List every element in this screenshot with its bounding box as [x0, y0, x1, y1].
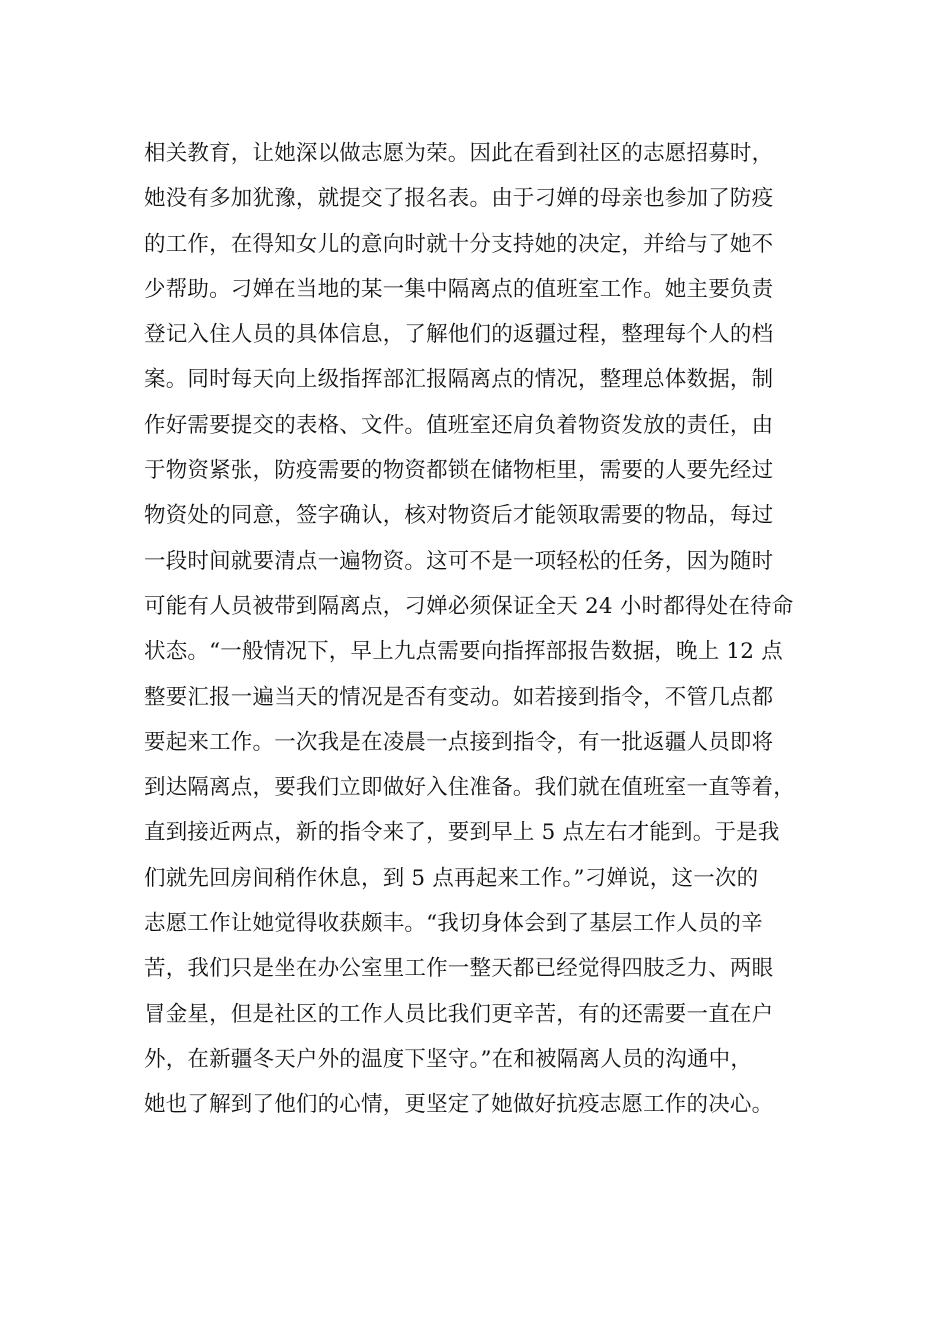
text-line: 一段时间就要清点一遍物资。这可不是一项轻松的任务，因为随时 [144, 548, 774, 574]
text-line: 她没有多加犹豫，就提交了报名表。由于刁婵的母亲也参加了防疫 [144, 186, 774, 212]
text-line: 的工作，在得知女儿的意向时就十分支持她的决定，并给与了她不 [144, 231, 774, 257]
text-line: 到达隔离点，要我们立即做好入住准备。我们就在值班室一直等着， [144, 775, 796, 801]
text-line: 相关教育，让她深以做志愿为荣。因此在看到社区的志愿招募时， [144, 141, 774, 166]
body-text [144, 131, 844, 1128]
text-line: 直到接近两点，新的指令来了，要到早上 5 点左右才能到。于是我 [144, 820, 780, 846]
text-line: 整要汇报一遍当天的情况是否有变动。如若接到指令，不管几点都 [144, 684, 774, 710]
text-line: 于物资紧张，防疫需要的物资都锁在储物柜里，需要的人要先经过 [144, 458, 774, 484]
text-line: 志愿工作让她觉得收获颇丰。“我切身体会到了基层工作人员的辛 [144, 911, 763, 937]
text-line: 外，在新疆冬天户外的温度下坚守。”在和被隔离人员的沟通中， [144, 1046, 753, 1072]
text-line: 冒金星，但是社区的工作人员比我们更辛苦，有的还需要一直在户 [144, 1001, 774, 1027]
text-line: 们就先回房间稍作休息，到 5 点再起来工作。”刁婵说，这一次的 [144, 865, 759, 891]
text-line: 登记入住人员的具体信息，了解他们的返疆过程，整理每个人的档 [144, 322, 774, 348]
text-line: 状态。“一般情况下，早上九点需要向指挥部报告数据，晚上 12 点 [144, 639, 783, 665]
text-line: 作好需要提交的表格、文件。值班室还肩负着物资发放的责任，由 [144, 412, 774, 438]
text-line: 案。同时每天向上级指挥部汇报隔离点的情况，整理总体数据，制 [144, 367, 774, 393]
text-line: 苦，我们只是坐在办公室里工作一整天都已经觉得四肢乏力、两眼 [144, 956, 774, 982]
text-line: 少帮助。刁婵在当地的某一集中隔离点的值班室工作。她主要负责 [144, 276, 774, 302]
text-line: 她也了解到了他们的心情，更坚定了她做好抗疫志愿工作的决心。 [144, 1092, 774, 1118]
text-line: 物资处的同意，签字确认，核对物资后才能领取需要的物品，每过 [144, 503, 774, 529]
text-line: 要起来工作。一次我是在凌晨一点接到指令，有一批返疆人员即将 [144, 729, 774, 755]
text-line: 可能有人员被带到隔离点，刁婵必须保证全天 24 小时都得处在待命 [144, 593, 794, 619]
